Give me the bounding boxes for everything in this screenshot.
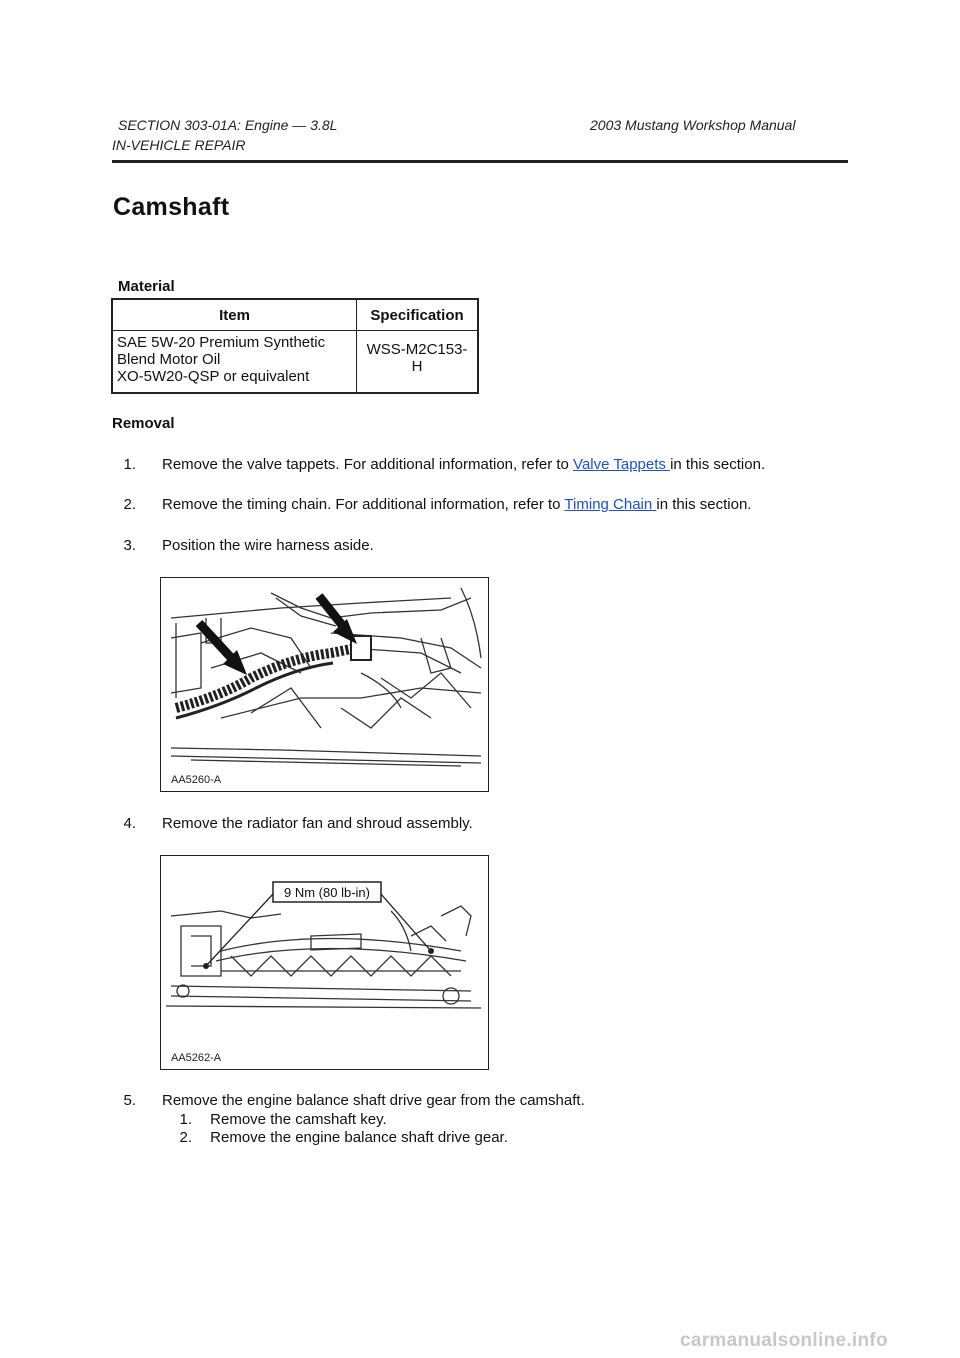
step-text: Remove the timing chain. For additional information, refer to: [162, 496, 565, 513]
step-number: 1.: [123, 456, 136, 473]
valve-tappets-link[interactable]: Valve Tappets: [573, 456, 671, 473]
figure-wire-harness: [160, 577, 489, 792]
step-5: [112, 1092, 832, 1112]
step-text: in this section.: [656, 496, 752, 513]
substep-2: [168, 1129, 508, 1146]
material-item-line: Blend Motor Oil: [117, 351, 221, 368]
header-rule: [112, 160, 848, 163]
substep-number: 2.: [179, 1129, 192, 1146]
substep-number: 1.: [179, 1111, 192, 1128]
material-label: Material: [118, 278, 175, 295]
substep-1: [168, 1111, 387, 1128]
material-item-cell: [112, 331, 357, 394]
removal-heading: Removal: [112, 415, 175, 432]
timing-chain-link[interactable]: Timing Chain: [564, 496, 657, 513]
step-number: 5.: [123, 1092, 136, 1109]
step-3: [112, 537, 832, 557]
substep-text: Remove the engine balance shaft drive gear.: [210, 1129, 508, 1146]
radiator-fan-illustration: [161, 856, 488, 1069]
material-spec-line: H: [411, 358, 423, 375]
page-title: Camshaft: [113, 193, 230, 221]
material-table: [111, 298, 479, 394]
watermark: carmanualsonline.info: [680, 1330, 888, 1351]
material-spec-cell: [357, 331, 479, 394]
column-header-specification: Specification: [357, 299, 479, 331]
step-text: Remove the engine balance shaft drive gear from the camshaft.: [162, 1092, 585, 1109]
step-4: [112, 815, 832, 835]
step-1: [112, 456, 832, 476]
table-row: [112, 331, 478, 394]
step-text: Remove the radiator fan and shroud assembly.: [162, 815, 473, 832]
material-item-line: XO-5W20-QSP or equivalent: [117, 368, 310, 385]
step-2: [112, 496, 832, 516]
step-text: Remove the valve tappets. For additional information, refer to: [162, 456, 574, 473]
torque-callout-label: 9 Nm (80 lb-in): [284, 885, 370, 900]
step-number: 3.: [123, 537, 136, 554]
column-header-item: Item: [112, 299, 357, 331]
figure-code: AA5260-A: [171, 774, 222, 786]
material-item-line: SAE 5W-20 Premium Synthetic: [117, 334, 326, 351]
manual-title: 2003 Mustang Workshop Manual: [590, 117, 796, 133]
step-text: Position the wire harness aside.: [162, 537, 374, 554]
figure-code: AA5262-A: [171, 1052, 222, 1064]
step-text: in this section.: [670, 456, 766, 473]
wire-harness-illustration: [161, 578, 488, 791]
section-title: SECTION 303-01A: Engine — 3.8L: [118, 117, 338, 133]
material-spec-line: WSS-M2C153-: [366, 341, 468, 358]
step-number: 2.: [123, 496, 136, 513]
subsection-title: IN-VEHICLE REPAIR: [112, 137, 246, 153]
substep-text: Remove the camshaft key.: [210, 1111, 387, 1128]
figure-radiator-fan: [160, 855, 489, 1070]
step-number: 4.: [123, 815, 136, 832]
